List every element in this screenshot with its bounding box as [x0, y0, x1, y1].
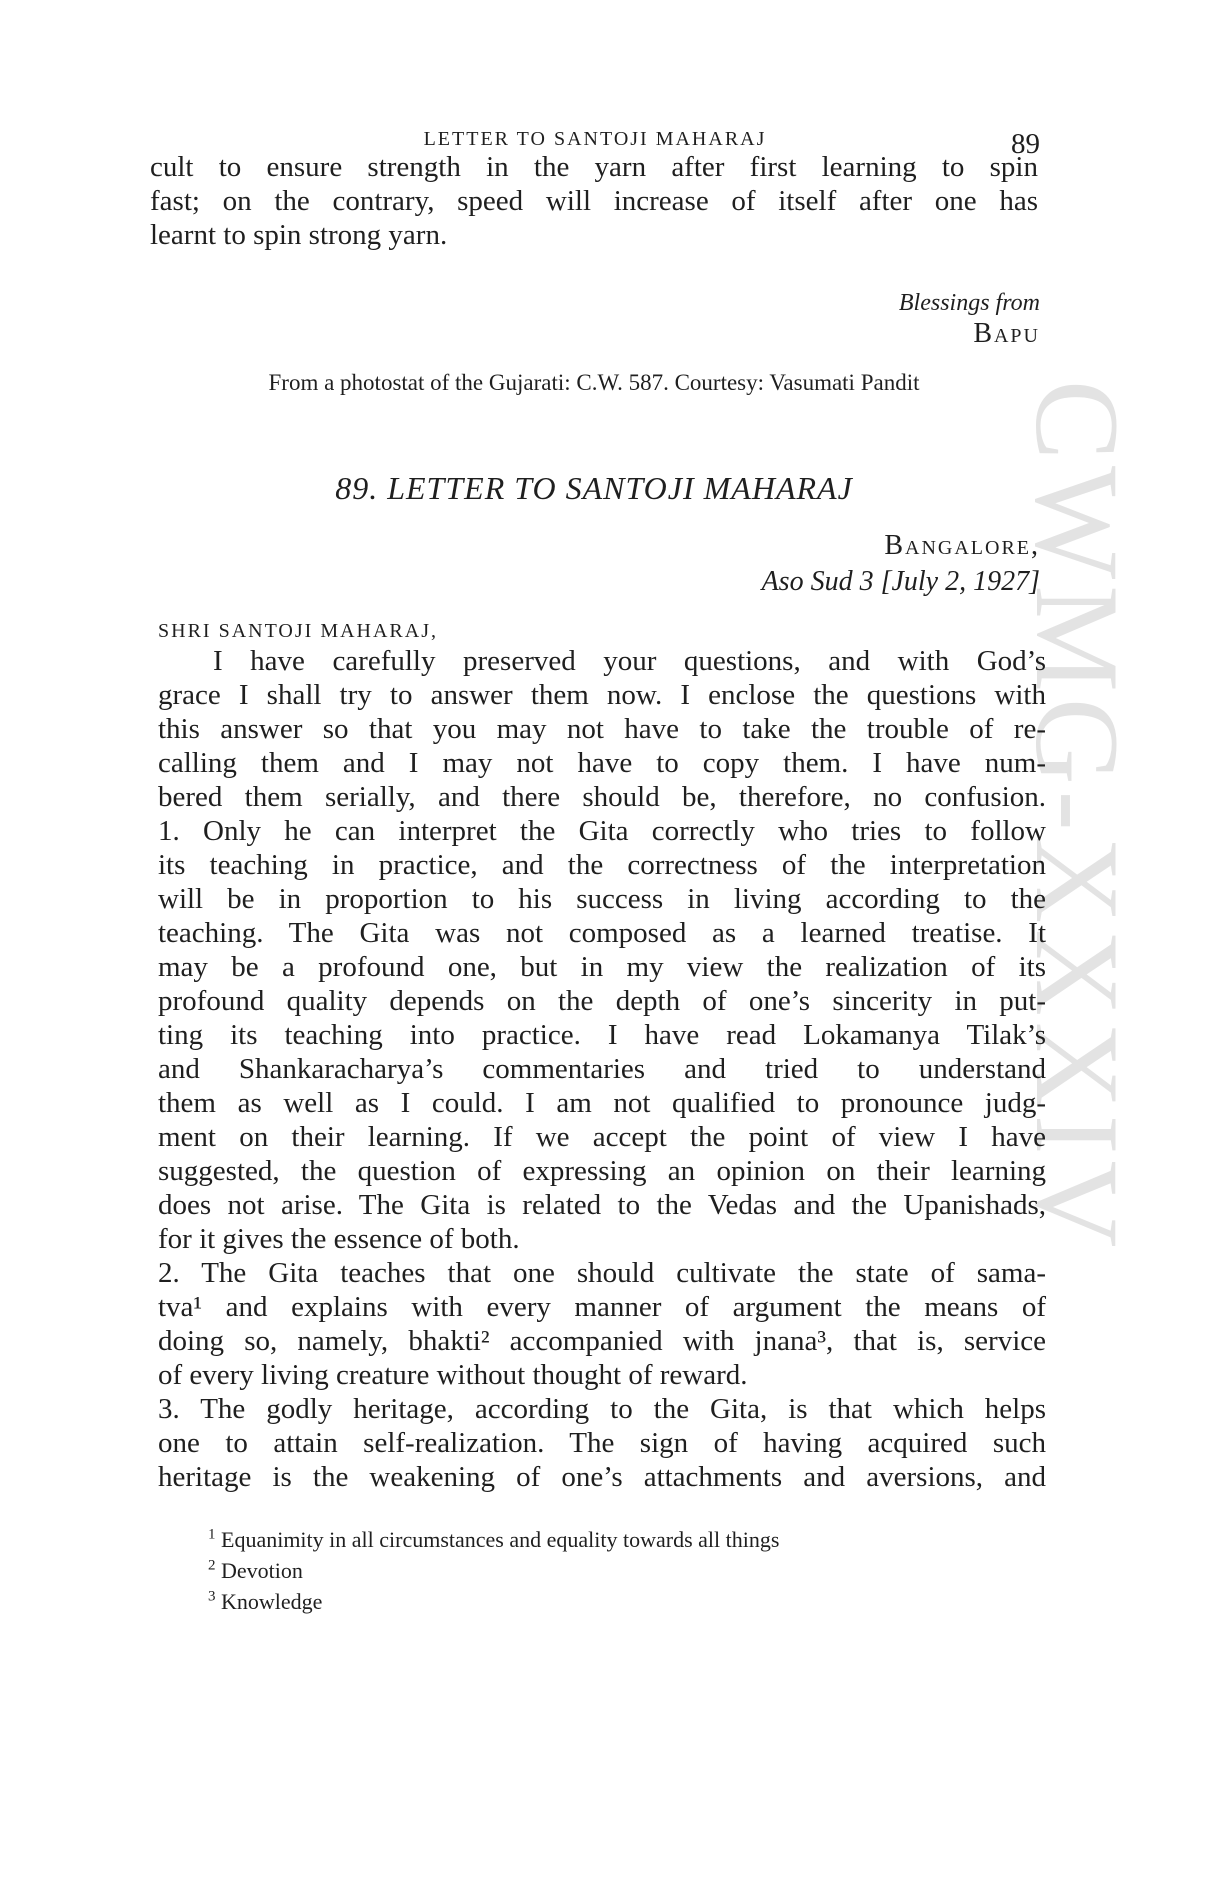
blessings-line: Blessings from	[898, 290, 1040, 316]
letter-line: bered them serially, and there should be, therefore, no confusion.	[158, 781, 1046, 813]
letter-line: one to attain self-realization. The sign of having acquired such	[158, 1427, 1046, 1459]
letter-line: its teaching in practice, and the correctness of the interpretation	[158, 849, 1046, 881]
letter-line: doing so, namely, bhakti² accompanied with jnana³, that is, service	[158, 1325, 1046, 1357]
text-line: fast; on the contrary, speed will increase of itself after one has	[150, 185, 1038, 217]
letter-line: 1. Only he can interpret the Gita correctly who tries to follow	[158, 815, 1046, 847]
letter-line: grace I shall try to answer them now. I enclose the questions with	[158, 679, 1046, 711]
text-line: learnt to spin strong yarn.	[150, 219, 448, 251]
letter-line: calling them and I may not have to copy them. I have num-	[158, 747, 1046, 779]
source-note: From a photostat of the Gujarati: C.W. 587. Courtesy: Vasumati Pandit	[268, 370, 920, 395]
letter-line: heritage is the weakening of one’s attachments and aversions, and	[158, 1461, 1046, 1493]
letter-line: of every living creature without thought of reward.	[158, 1359, 748, 1391]
footnote-1: $^1$ Equanimity in all circumstances and equality towards all things	[208, 1526, 780, 1552]
letter-line: suggested, the question of expressing an opinion on their learning	[158, 1155, 1046, 1187]
running-head: LETTER TO SANTOJI MAHARAJ	[423, 128, 767, 150]
footnotes	[208, 1524, 779, 1617]
letter-line: may be a profound one, but in my view the realization of its	[158, 951, 1046, 983]
letter-line: 3. The godly heritage, according to the Gita, is that which helps	[158, 1393, 1046, 1425]
footnote-3: $^3$ Knowledge	[208, 1588, 323, 1614]
page-number: 89	[1011, 128, 1040, 160]
letter-line: for it gives the essence of both.	[158, 1223, 520, 1255]
letter-line: ting its teaching into practice. I have read Lokamanya Tilak’s	[158, 1019, 1046, 1051]
text-line: cult to ensure strength in the yarn after first learning to spin	[150, 151, 1038, 183]
letter-line: and Shankaracharya’s commentaries and tried to understand	[158, 1053, 1046, 1085]
letter-body	[158, 644, 1046, 1494]
place-line: Bangalore,	[884, 530, 1040, 561]
letter-line: teaching. The Gita was not composed as a learned treatise. It	[158, 917, 1046, 949]
letter-line: will be in proportion to his success in living according to the	[158, 883, 1046, 915]
letter-line: I have carefully preserved your questions, and with God’s	[213, 645, 1046, 677]
letter-line: does not arise. The Gita is related to the Vedas and the Upanishads,	[158, 1189, 1046, 1221]
previous-letter-ending	[150, 150, 1038, 252]
letter-line: profound quality depends on the depth of one’s sincerity in put-	[158, 985, 1046, 1017]
salutation: SHRI SANTOJI MAHARAJ,	[158, 620, 438, 642]
letter-line: ment on their learning. If we accept the point of view I have	[158, 1121, 1046, 1153]
letter-line: tva¹ and explains with every manner of argument the means of	[158, 1291, 1046, 1323]
date-line: Aso Sud 3 [July 2, 1927]	[761, 566, 1040, 597]
document-heading: 89. LETTER TO SANTOJI MAHARAJ	[335, 470, 853, 506]
footnote-2: $^2$ Devotion	[208, 1557, 303, 1583]
signature: Bapu	[973, 318, 1040, 349]
watermark: CWMG-XXXIV	[1011, 380, 1144, 1254]
letter-line: 2. The Gita teaches that one should cultivate the state of sama-	[158, 1257, 1046, 1289]
letter-line: them as well as I could. I am not qualified to pronounce judg-	[158, 1087, 1046, 1119]
letter-line: this answer so that you may not have to take the trouble of re-	[158, 713, 1046, 745]
